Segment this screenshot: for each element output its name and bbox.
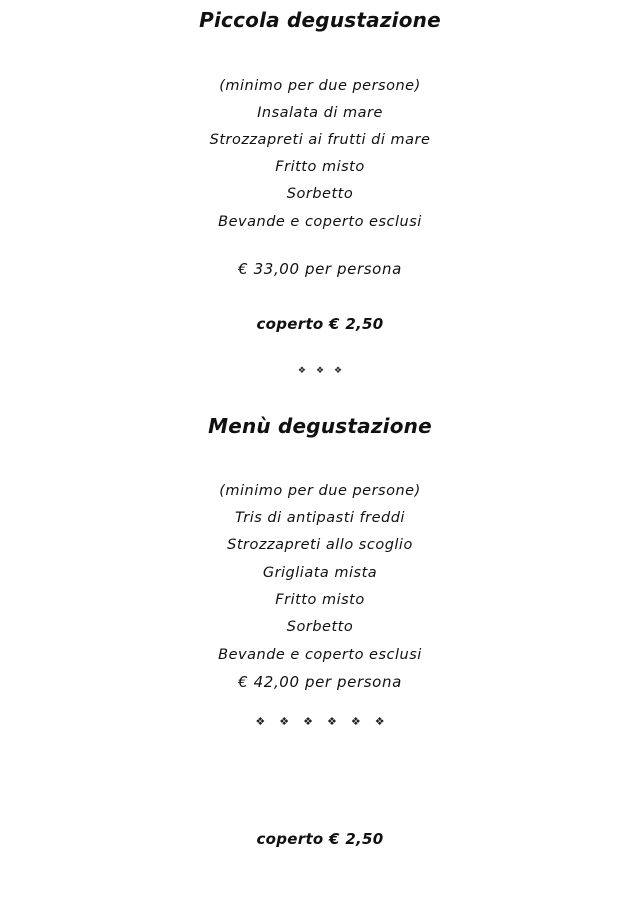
four-diamond-ornament-icon: ❖ [315, 366, 325, 376]
four-diamond-ornament-icon: ❖ [350, 715, 361, 728]
menu-item: Tris di antipasti freddi [235, 510, 405, 526]
coperto-charge: coperto € 2,50 [256, 315, 384, 333]
price-per-person: € 42,00 per persona [238, 673, 402, 691]
minimum-note: (minimo per due persone) [219, 483, 421, 499]
menu-item: Sorbetto [286, 619, 354, 635]
four-diamond-ornament-icon: ❖ [297, 366, 306, 376]
section-title-piccola-degustazione: Piccola degustazione [199, 8, 441, 32]
menu-item: Insalata di mare [257, 105, 383, 121]
menu-item: Sorbetto [286, 186, 354, 202]
menu-item: Grigliata mista [262, 565, 378, 581]
menu-item: Bevande e coperto esclusi [218, 647, 422, 663]
coperto-charge: coperto € 2,50 [256, 830, 384, 848]
four-diamond-ornament-icon: ❖ [374, 715, 385, 728]
ornament-divider [0, 367, 640, 376]
menu-item: Fritto misto [275, 159, 365, 175]
four-diamond-ornament-icon: ❖ [303, 715, 313, 728]
section-title-menu-degustazione: Menù degustazione [208, 414, 432, 438]
price-per-person: € 33,00 per persona [238, 260, 402, 278]
four-diamond-ornament-icon: ❖ [327, 715, 337, 728]
menu-item: Strozzapreti ai frutti di mare [209, 132, 431, 148]
minimum-note: (minimo per due persone) [219, 78, 421, 94]
menu-item: Fritto misto [275, 592, 365, 608]
four-diamond-ornament-icon: ❖ [255, 715, 266, 728]
menu-item: Bevande e coperto esclusi [218, 214, 422, 230]
ornament-divider [0, 716, 640, 727]
four-diamond-ornament-icon: ❖ [334, 366, 343, 376]
four-diamond-ornament-icon: ❖ [279, 715, 290, 728]
menu-item: Strozzapreti allo scoglio [227, 537, 413, 553]
